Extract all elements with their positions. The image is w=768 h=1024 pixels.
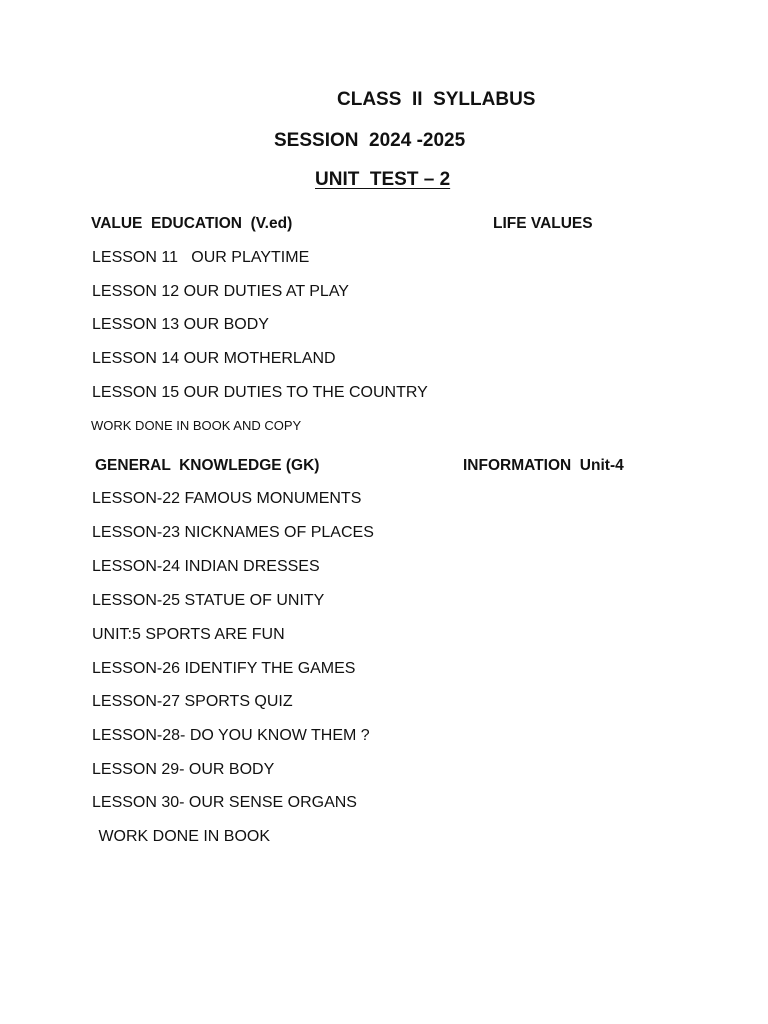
general-knowledge-note: WORK DONE IN BOOK xyxy=(94,828,271,845)
value-education-note: WORK DONE IN BOOK AND COPY xyxy=(91,418,302,433)
list-item: LESSON 29- OUR BODY xyxy=(92,761,275,778)
list-item: LESSON-23 NICKNAMES OF PLACES xyxy=(92,524,374,541)
list-item: LESSON-26 IDENTIFY THE GAMES xyxy=(92,660,356,677)
list-item: LESSON-27 SPORTS QUIZ xyxy=(92,693,293,710)
information-unit-heading: INFORMATION Unit-4 xyxy=(463,457,624,474)
list-item: LESSON 12 OUR DUTIES AT PLAY xyxy=(92,283,349,300)
list-item: LESSON-22 FAMOUS MONUMENTS xyxy=(92,490,362,507)
list-item: LESSON 11 OUR PLAYTIME xyxy=(92,249,310,266)
session-title: SESSION 2024 -2025 xyxy=(274,130,466,151)
list-item: LESSON 13 OUR BODY xyxy=(92,316,269,333)
general-knowledge-heading: GENERAL KNOWLEDGE (GK) xyxy=(95,457,320,474)
list-item: LESSON-25 STATUE OF UNITY xyxy=(92,592,325,609)
list-item: LESSON 30- OUR SENSE ORGANS xyxy=(92,794,357,811)
unit-test-title: UNIT TEST – 2 xyxy=(315,169,451,190)
list-item: LESSON 14 OUR MOTHERLAND xyxy=(92,350,336,367)
document-title: CLASS II SYLLABUS xyxy=(337,89,536,110)
list-item: LESSON-24 INDIAN DRESSES xyxy=(92,558,320,575)
list-item: UNIT:5 SPORTS ARE FUN xyxy=(92,626,285,643)
value-education-heading: VALUE EDUCATION (V.ed) xyxy=(91,215,293,232)
life-values-heading: LIFE VALUES xyxy=(493,215,593,232)
list-item: LESSON-28- DO YOU KNOW THEM ? xyxy=(92,727,370,744)
list-item: LESSON 15 OUR DUTIES TO THE COUNTRY xyxy=(92,384,428,401)
